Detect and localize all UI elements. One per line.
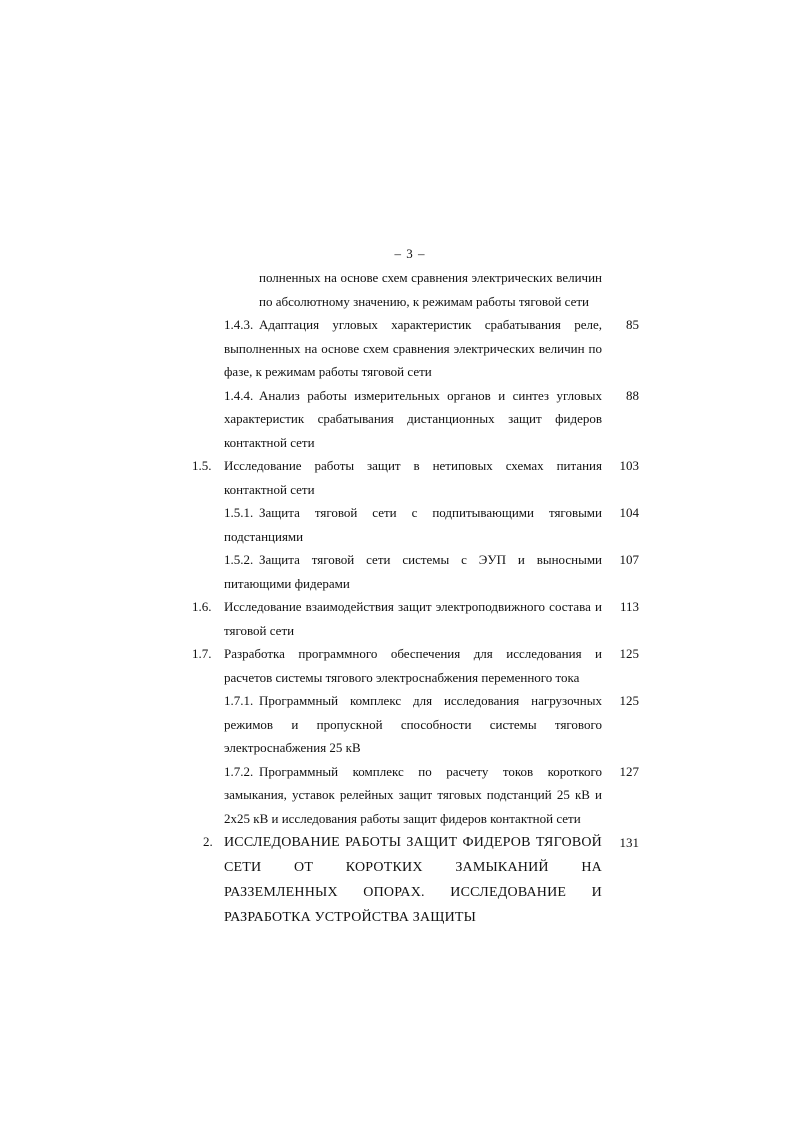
toc-entry-page: 127	[619, 763, 639, 779]
toc-entry-1-5-2	[0, 548, 795, 595]
toc-entry-text: Исследование работы защит в нетиповых схемах питания контактной сети	[224, 458, 602, 497]
toc-entry-number: 1.6.	[192, 599, 212, 614]
toc-entry-page: 125	[619, 646, 639, 661]
toc-entry-1-4-3	[0, 313, 795, 384]
toc-entry-number: 1.7.	[192, 646, 212, 661]
toc-entry-number: 1.7.1.	[224, 693, 254, 708]
toc-entry-number: 1.4.4.	[224, 387, 254, 403]
toc-entry-page: 103	[619, 458, 639, 473]
toc-entry-text: Разработка программного обеспечения для исследования и расчетов системы тягового электроснабжения переменного тока	[224, 646, 602, 685]
toc-entry-text: Адаптация угловых характеристик срабатывания реле, выполненных на основе схем сравнения электрических величин по фазе, к режимам работы тяговой сети	[224, 317, 602, 379]
toc-entry-number: 1.4.3.	[224, 317, 254, 332]
toc-entry-chapter-2	[0, 830, 795, 930]
toc-entry-text: Программный комплекс для исследования нагрузочных режимов и пропускной способности системы тягового электроснабжения 25 кВ	[224, 693, 602, 755]
toc-entry-text: Анализ работы измерительных органов и синтез угловых характеристик срабатывания дистанционных защит фидеров контактной сети	[224, 387, 602, 450]
toc-entry-page: 113	[619, 599, 639, 614]
toc-entry-1-6	[0, 595, 795, 642]
toc-entry-text: Программный комплекс по расчету токов короткого замыкания, уставок релейных защит тяговых подстанций 25 кВ и 2х25 кВ и исследования работы защит фидеров контактной сети	[224, 763, 602, 826]
toc-entry-continuation	[0, 266, 795, 313]
toc-entry-page: 131	[619, 835, 639, 850]
toc-entry-1-5-1	[0, 501, 795, 548]
toc-entry-text: Защита тяговой сети системы с ЭУП и выносными питающими фидерами	[224, 552, 602, 591]
toc-entry-number: 2.	[203, 834, 213, 849]
toc-entry-text: Исследование взаимодействия защит электроподвижного состава и тяговой сети	[224, 599, 602, 638]
toc-entry-page: 104	[619, 505, 639, 520]
toc-entry-1-7	[0, 642, 795, 689]
toc-entry-text: Защита тяговой сети с подпитывающими тяговыми подстанциями	[224, 505, 602, 544]
toc-entry-page: 125	[619, 693, 639, 708]
table-of-contents	[0, 266, 795, 930]
toc-entry-1-7-2	[0, 760, 795, 831]
toc-entry-number: 1.7.2.	[224, 763, 254, 779]
toc-entry-page: 107	[619, 552, 639, 567]
toc-entry-1-4-4	[0, 384, 795, 455]
toc-entry-number: 1.5.2.	[224, 552, 254, 567]
toc-entry-text: полненных на основе схем сравнения электрических величин по абсолютному значению, к режимам работы тяговой сети	[259, 270, 602, 309]
toc-entry-number: 1.5.	[192, 458, 212, 473]
page-number: – 3 –	[394, 246, 426, 261]
toc-entry-page: 85	[626, 317, 639, 332]
toc-entry-number: 1.5.1.	[224, 505, 254, 520]
toc-entry-page: 88	[626, 387, 639, 403]
toc-entry-text: ИССЛЕДОВАНИЕ РАБОТЫ ЗАЩИТ ФИДЕРОВ ТЯГОВОЙ СЕТИ ОТ КОРОТКИХ ЗАМЫКАНИЙ НА РАЗЗЕМЛЕННЫХ ОПОРАХ. ИССЛЕДОВАНИЕ И РАЗРАБОТКА УСТРОЙСТВА ЗАЩИТЫ	[224, 835, 602, 925]
toc-entry-1-5	[0, 454, 795, 501]
toc-entry-1-7-1	[0, 689, 795, 760]
